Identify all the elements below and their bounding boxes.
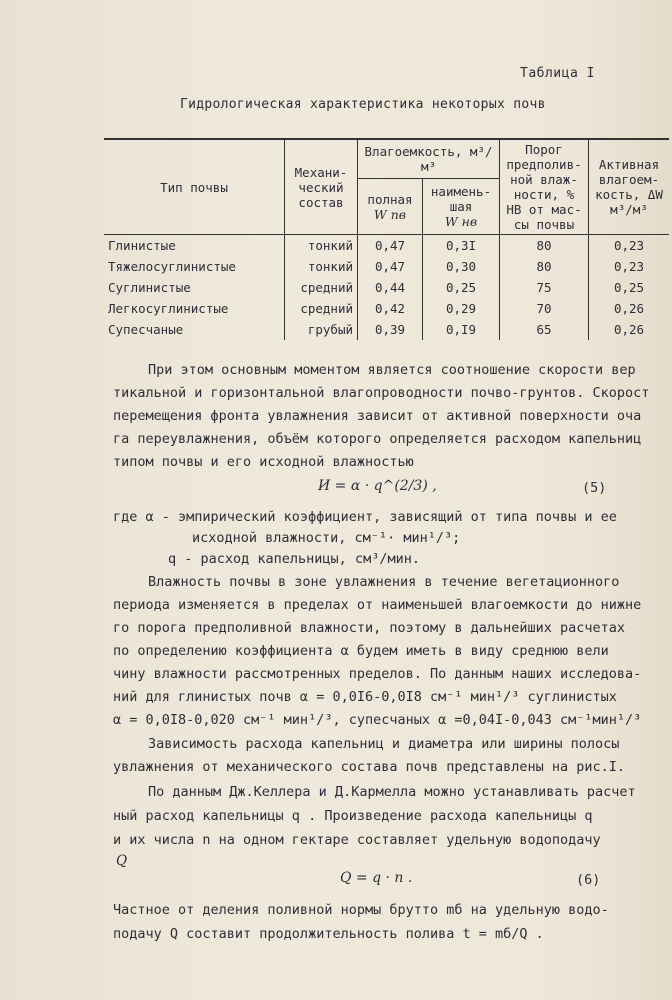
table-row: Глинистые тонкий 0,47 0,3I 80 0,23	[104, 235, 669, 257]
table-label: Таблица I	[520, 66, 595, 81]
paragraph-line: го порога предполивной влажности, поэтому в дальнейших расчетах	[113, 620, 626, 636]
header-threshold: Порог предполив- ной влаж- ности, % HB от мас- сы почвы	[500, 139, 589, 235]
header-mechanical: Механи- ческий состав	[285, 139, 358, 235]
paragraph-line: типом почвы и его исходной влажностью	[113, 454, 414, 470]
paragraph-line: подачу Q составит продолжительность полива t = mб/Q .	[113, 926, 544, 942]
table-row: Легкосуглинистые средний 0,42 0,29 70 0,26	[104, 298, 669, 319]
paragraph-line: По данным Дж.Келлера и Д.Кармелла можно устанавливать расчет	[148, 784, 636, 800]
header-moisture-capacity: Влагоемкость, м³/м³	[358, 139, 500, 179]
equation-5: И = α · q^(2/3) ,	[318, 478, 437, 494]
paragraph-line: тикальной и горизонтальной влагопроводности почво-грунтов. Скорост	[113, 385, 650, 401]
paragraph-line: чину влажности рассмотренных пределов. По данным наших исследова-	[113, 666, 642, 682]
equation-number-6: (6)	[576, 872, 601, 888]
where-line: исходной влажности, см⁻¹· мин¹/³;	[192, 530, 461, 546]
paragraph-line: Влажность почвы в зоне увлажнения в течение вегетационного	[148, 574, 620, 590]
header-least-capacity: наимень- шая W нв	[423, 179, 500, 235]
table-title: Гидрологическая характеристика некоторых почв	[180, 97, 546, 112]
equation-6: Q = q · n .	[340, 870, 413, 886]
header-active-capacity: Активная влагоем- кость, ΔW м³/м³	[589, 139, 670, 235]
paragraph-line: Зависимость расхода капельниц и диаметра или ширины полосы	[148, 736, 620, 752]
symbol-q: Q	[116, 853, 128, 869]
paragraph-line: Частное от деления поливной нормы брутто mб на удельную водо-	[113, 902, 609, 918]
paragraph-line: и их числа n на одном гектаре составляет удельную водоподачу	[113, 832, 601, 848]
paragraph-line: по определению коэффициента α будем иметь в виду среднюю вели	[113, 643, 609, 659]
table-row: Супесчаные грубый 0,39 0,I9 65 0,26	[104, 319, 669, 340]
paragraph-line: увлажнения от механического состава почв представлены на рис.I.	[113, 759, 626, 775]
where-line: где α - эмпирический коэффициент, зависящий от типа почвы и ее	[113, 509, 617, 525]
equation-number-5: (5)	[582, 480, 607, 496]
header-soil-type: Тип почвы	[104, 139, 285, 235]
paragraph-line: га переувлажнения, объём которого определяется расходом капельниц	[113, 431, 642, 447]
paragraph-line: ный расход капельницы q . Произведение расхода капельницы q	[113, 808, 593, 824]
paragraph-line: перемещения фронта увлажнения зависит от активной поверхности оча	[113, 408, 642, 424]
paragraph-line: α = 0,0I8-0,020 см⁻¹ мин¹/³, супесчаных α =0,04I-0,043 см⁻¹мин¹/³	[113, 712, 642, 728]
table-row: Суглинистые средний 0,44 0,25 75 0,25	[104, 277, 669, 298]
paragraph-line: ний для глинистых почв α = 0,0I6-0,0I8 см⁻¹ мин¹/³ суглинистых	[113, 689, 617, 705]
header-full-capacity: полная W пв	[358, 179, 423, 235]
table-row: Тяжелосуглинистые тонкий 0,47 0,30 80 0,23	[104, 256, 669, 277]
hydrology-table	[104, 138, 669, 340]
where-line: q - расход капельницы, см³/мин.	[168, 551, 420, 567]
paragraph-line: При этом основным моментом является соотношение скорости вер	[148, 362, 636, 378]
paragraph-line: периода изменяется в пределах от наименьшей влагоемкости до нижне	[113, 597, 642, 613]
